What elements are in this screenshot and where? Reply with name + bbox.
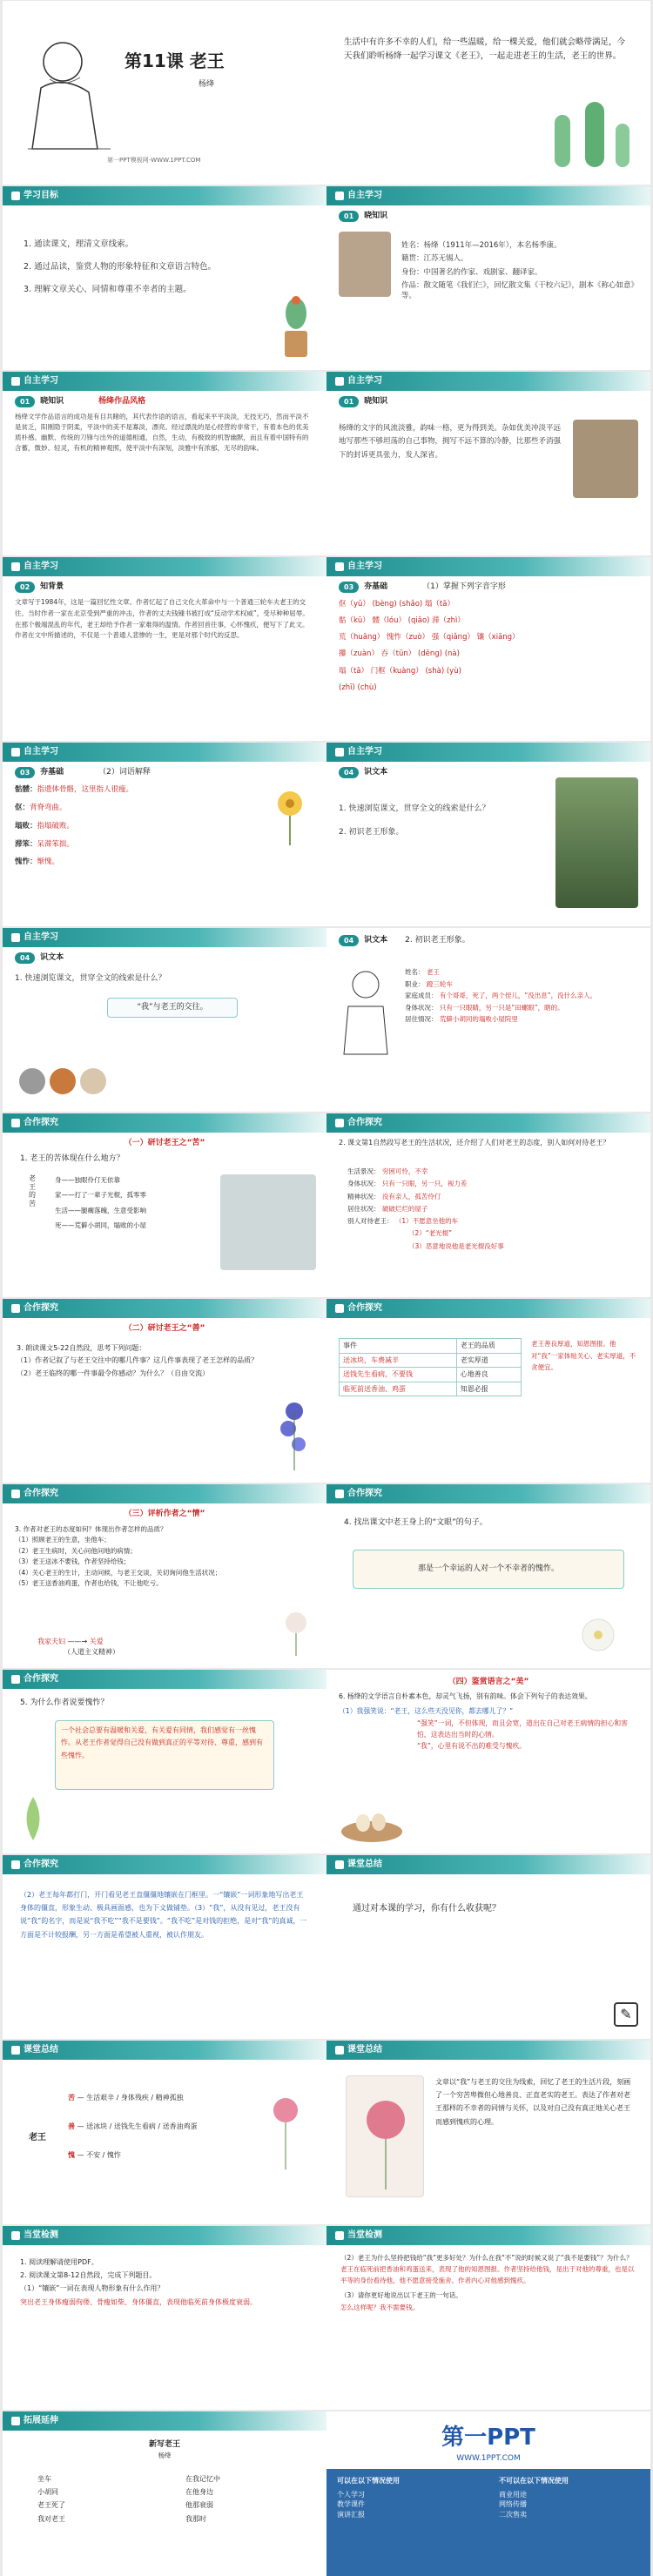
slide-header: 自主学习 (326, 557, 650, 576)
answer-box: 一个社会总要有温暖和关爱，有关爱有同情，我们感觉有一丝愧怍。从老王作者觉得自己没有做到真正的平等对待、尊重，感到有些愧怍。 (55, 1720, 274, 1790)
poem-line: 在我记忆中 (185, 2475, 220, 2483)
analysis: “我”，心里有说不出的难受与愧疚。 (417, 1742, 527, 1750)
slide-3-objectives[interactable] (3, 186, 326, 370)
slide-15-kindness[interactable] (3, 1299, 326, 1483)
table-row: 送冰块，车费减半 老实厚道 (340, 1353, 522, 1368)
slide-12-image[interactable]: 04 识文本 2. 初识老王形象。 姓名： 老王 职业： 蹬三轮车 家庭成员： 有个哥哥，死了，两个侄儿，“没出息”，没什么亲人。 身体状况： 只有一只眼睛，另一只是“田螺眼”，瞎的。 居住情况： 荒僻小胡同的塌败小屋院里 (326, 928, 650, 1112)
purple-flower-icon (273, 1394, 316, 1472)
poem-author: 杨绛 (158, 2452, 172, 2459)
slide-header: 自主学习 (3, 372, 326, 391)
slide-16-events[interactable] (326, 1299, 650, 1483)
answer: 怎么这样呢？我不需要钱。 (340, 2303, 419, 2311)
poem-title: 新写老王 (148, 2440, 180, 2449)
objective-2: 2. 通过品读，鉴赏人物的形象特征和文章语言特色。 (24, 261, 217, 272)
slide-header: 当堂检测 (326, 2226, 650, 2245)
question: 5. 为什么作者说要愧怍？ (20, 1698, 109, 1707)
question: （2）老王临终的哪一件事最令你感动？为什么？（自由交流） (17, 1369, 210, 1377)
table-header: 事件 (340, 1339, 457, 1354)
slide-5-style[interactable]: 自主学习 01 晓知识 杨绛作品风格 杨绛文学作品语言的成功是有目共睹的，其代表作语的语言，看起来平平淡淡，无技无巧，然而平淡不是贫乏，阳刚隐于阴柔，平淡中的美不是寡淡，漂亮。经过漂洗的是心经营的非常干，有着本色的优美质朴感。幽默、传统的刀锋与出外的道德相通，自然，生动，有极致的机智幽默，而且有着中国特有的含蓄，微妙、轻灵，有机的精神观照，使平淡中有深刻，淡雅中有浓郁，无尽的韵味。 (3, 372, 326, 555)
answer-box: “我”与老王的交往。 (107, 998, 238, 1018)
poem-line: 他那衰弱 (185, 2501, 213, 2510)
list-item: （3）老王送冰不要钱，作者坚持给钱； (15, 1557, 131, 1566)
poem-line: 小胡同 (37, 2488, 58, 2497)
left-label: 老王的苦 (29, 1174, 36, 1207)
slide-22-summary-q[interactable] (326, 1855, 650, 2039)
slide-27-extension[interactable] (3, 2411, 326, 2576)
rickshaw-illustration (220, 1174, 316, 1270)
summary-text: 文章以“我”与老王的交往为线索，回忆了老王的生活片段，刻画了一个穷苦卑微但心地善良、正直老实的老王。表达了作者对老王那样的不幸者的同情与关怀，以及对自己没有真正地关心老王而感到愧疚的心理。 (435, 2078, 631, 2126)
cover-title: 第11课 老王 (125, 50, 225, 71)
slide-header: 当堂检测 (3, 2226, 326, 2245)
list-item: 身——独眼伶仃无依靠 (55, 1176, 120, 1184)
pinyin-row: 荒（huāng） 愧怍（zuò） 强（qiǎng） 镶（xiāng） (339, 633, 520, 642)
mindmap-branches: 苦 — 生活艰辛 / 身体残疾 / 精神孤独 善 — 送冰块 / 送钱先生看病 / 送香油鸡蛋 愧 — 不安 / 愧怍 (68, 2094, 198, 2159)
question: 3. 作者对老王的态度如何？体现出作者怎样的品质？ (15, 1525, 167, 1533)
question: （3）请你更好地说出以下老王的一句话。 (340, 2291, 462, 2300)
slide-header: 自主学习 (3, 928, 326, 947)
analysis-text: （2）老王每年都打门，开门看见老王直僵僵地镶嵌在门框里。一“镶嵌”一词形象地写出老王身体的僵直，形象生动、极具画面感，也为下文做铺垫。（3）“我”，从没有见过，老王没有说“我”的名字，而是说“我不吃”“我不是要钱”。“我不吃”是对钱的拒绝，是对“我”的真诚，一方面是不计较报酬，另一方面是希望被人重视，被认作朋友。 (20, 1891, 307, 1939)
slide-13-suffering[interactable] (3, 1113, 326, 1297)
slide-header: 合作探究 (3, 1299, 326, 1318)
list-item: （2）老王生病时，关心问他问地的病情； (15, 1546, 137, 1555)
slide-23-mindmap[interactable] (3, 2041, 326, 2224)
answer: 突出老王身体瘦弱佝偻、骨瘦如柴、身体僵直，表现他临死前身体极度衰弱。 (20, 2297, 257, 2306)
example-sentence: （1）我强笑说：“老王，这么些天没见你，都去哪儿了？” (339, 1707, 514, 1716)
slide-header: 合作探究 (3, 1670, 326, 1689)
slide-header: 课堂总结 (3, 2041, 326, 2060)
profile-row: 身体状况： 只有一只眼睛，另一只是“田螺眼”，瞎的。 (405, 1003, 564, 1012)
question: 2. 课文第1自然段写老王的生活状况，还介绍了人们对老王的态度，别人如何对待老王？ (339, 1139, 610, 1147)
slide-header: 课堂总结 (326, 2041, 650, 2060)
side-note: 老王善良厚道，知恩图报。他对“我”一家体贴关心、老实厚道，不贪便宜。 (531, 1340, 636, 1371)
poem-line: 老王死了 (37, 2501, 65, 2510)
status-row: 居住状况： 破破烂烂的屋子 (347, 1204, 428, 1213)
vocab-item: 滞笨：呆滞笨拙。 (15, 839, 75, 849)
potted-cactus-icon (274, 292, 318, 361)
animals-icon (15, 1055, 111, 1103)
question: （1）作者记叙了与老王交往中的哪几件事？这几件事表现了老王怎样的品质？ (17, 1356, 259, 1365)
poem-line: 我对老王 (37, 2514, 65, 2523)
objective-3: 3. 理解文章关心、同情和尊重不幸者的主题。 (24, 284, 192, 294)
profile-row: 家庭成员： 有个哥哥，死了，两个侄儿，“没出息”，没什么亲人。 (405, 992, 597, 999)
vocab-item: 骷髅：指遗体骨骼，这里指人很瘦。 (15, 785, 134, 794)
poem-line: 坐车 (37, 2475, 51, 2483)
status-row: 生活景况： 穷困可怜，不幸 (347, 1167, 428, 1175)
flower-icon (277, 1605, 316, 1658)
slide-1-cover[interactable] (3, 1, 326, 185)
pinyin-row: (zhī) (chù) (339, 683, 377, 692)
slide-header: 合作探究 (326, 1113, 650, 1133)
list-item: 家——打了一辈子光棍，孤零零 (55, 1191, 146, 1200)
slide-header: 自主学习 (326, 743, 650, 762)
slide-header: 自主学习 (326, 372, 650, 391)
slide-24-summary[interactable] (326, 2041, 650, 2224)
status-row: 精神状况： 没有亲人，孤苦伶仃 (347, 1192, 441, 1201)
author-photo-2 (573, 420, 638, 498)
plant-icon (11, 1792, 55, 1845)
list-item: （5）老王送香油鸡蛋，作者也给钱，不让他吃亏。 (15, 1578, 163, 1587)
cover-footer: 第一PPT模板网-WWW.1PPT.COM (107, 157, 201, 164)
question: 2. 初识老王形象。 (339, 828, 404, 837)
allowed-use-panel: 可以在以下情况使用 个人学习 教学课件 演讲汇报 (337, 2477, 400, 2519)
egg-basket-icon (337, 1801, 407, 1845)
white-flower-icon (572, 1609, 624, 1661)
status-row: 身体状况： 只有一只眼，另一只，视力差 (347, 1180, 468, 1188)
vocab-item: 愧怍：惭愧。 (15, 858, 60, 867)
question: 4. 找出课文中老王身上的“文眼”的句子。 (344, 1518, 488, 1527)
section-subtitle: （四）鉴赏语言之“美” (448, 1678, 529, 1686)
question: （2）老王为什么坚持把钱给“我”更多好处？为什么在我“不”说的时候又说了“我不是要钱”？为什么？ (340, 2254, 633, 2262)
slide-8-pinyin[interactable]: 自主学习 03 夯基础 （1）掌握下列字音字形 伛（yǔ） (bèng) (shǎo) 塌（tā） 骷（kū） 髅（lóu） (qiǎo) 滞（zhì） 荒（huāng） 愧怍（zuò） 强（qiǎng） 镶（xiāng） 攥（zuàn） 吞（tūn） (dēng) (nà) 塌（tā） 门框（kuàng） (shà) (yù) (zhī) (chù) (326, 557, 650, 741)
slide-14-attitude[interactable] (326, 1113, 650, 1297)
question: 1. 老王的苦体现在什么地方？ (20, 1154, 125, 1163)
brand-logo: 第一PPT (441, 2425, 535, 2451)
author-works: 作品：散文随笔《我们仨》，回忆散文集《干校六记》，剧本《称心如意》等。 (401, 280, 639, 301)
table-row: 临死前送香油、鸡蛋 知恩必报 (340, 1382, 522, 1396)
section-subtitle: （三）评析作者之“情” (124, 1510, 205, 1518)
flower-card (346, 2075, 424, 2197)
list-item: 死——荒僻小胡同，塌败的小屋 (55, 1221, 146, 1229)
author-hometown: 籍贯：江苏无锡人。 (401, 254, 468, 264)
old-man-sketch-icon (335, 963, 396, 1059)
old-man-sketch-icon (15, 27, 119, 158)
question: （1）“镶嵌”一词在表现人物形象有什么作用？ (20, 2284, 165, 2293)
slide-10-text[interactable]: 自主学习 04 识文本 1. 快速浏览课文，贯穿全文的线索是什么？ 2. 初识老王形象。 (326, 743, 650, 926)
analysis: “强笑”一词，不但体现，而且会宽，道出在自己对老王病情的担心和害怕，这表达出当时的心情。 (417, 1718, 628, 1739)
slide-header: 拓展延伸 (3, 2411, 326, 2431)
question: 1. 快速浏览课文，贯穿全文的线索是什么？ (15, 974, 166, 983)
background-text: 文章写于1984年，这是一篇回忆性文章。作者忆起了自己文化大革命中与一个普通三轮车夫老王的交往。当时作者一家在北京受到严重的冲击，作者的丈夫钱锺书被打成“反动学术权威”，受尽种种屈辱。在那个极端混乱的年代，老王却给予作者一家难得的温情。作者回首往事，心怀愧疚，便写下了此文。作者在文中所描述的，不仅是一个普通人悲惨的一生，更是对那个时代的反思。 (15, 598, 309, 640)
intro-text: 生活中有许多不幸的人们，给一些温暖，给一棵关爱，他们就会略带满足，今天我们聆听杨绛一起学习课文《老王》，一起走进老王的生活，老王的世界。 (344, 37, 626, 62)
flower-illustration-icon (255, 2084, 316, 2171)
slide-9-vocab[interactable]: 自主学习 03 夯基础 （2）词语解释 骷髅：指遗体骨骼，这里指人很瘦。 伛：背脊弯曲。 塌败：指塌破败。 滞笨：呆滞笨拙。 愧怍：惭愧。 (3, 743, 326, 926)
edit-icon[interactable]: ✎ (614, 2002, 638, 2027)
cover-author: 杨绛 (199, 80, 215, 89)
list-item: 生活——腿瘸落魄，生意受影响 (55, 1206, 146, 1214)
slide-header: 自主学习 (326, 186, 650, 205)
question: 1. 阅读理解请使用PDF。 (20, 2258, 98, 2266)
pinyin-row: 攥（zuàn） 吞（tūn） (dēng) (nà) (339, 649, 460, 659)
slide-header: 合作探究 (3, 1484, 326, 1503)
slide-18-eye[interactable] (326, 1484, 650, 1668)
events-table (339, 1338, 522, 1396)
slide-20-language[interactable] (326, 1670, 650, 1853)
table-row: 送钱先生看病，不要钱 心地善良 (340, 1368, 522, 1382)
slide-header: 自主学习 (3, 743, 326, 762)
question: 1. 快速浏览课文，贯穿全文的线索是什么？ (339, 804, 490, 813)
slide-header: 自主学习 (3, 557, 326, 576)
brand-url: WWW.1PPT.COM (456, 2454, 521, 2463)
slide-header: 合作探究 (326, 1484, 650, 1503)
author-identity: 身份：中国著名的作家、戏剧家、翻译家。 (401, 267, 542, 277)
status-row: 别人对待老王： （1）不愿意坐他的车 (347, 1217, 459, 1225)
poem-line: 在他身边 (185, 2488, 213, 2497)
status-row: （3）恶意地说他是老光棍没好事 (408, 1241, 504, 1250)
pink-flower-icon (347, 2076, 425, 2198)
slide-28-credits[interactable] (326, 2411, 650, 2576)
vocab-item: 塌败：指塌破败。 (15, 821, 75, 831)
list-item: （1）照顾老王的生意，坐他车； (15, 1536, 111, 1544)
forbidden-use-panel: 不可以在以下情况使用 商业用途 网络传播 二次售卖 (499, 2477, 569, 2519)
list-item: （4）关心老王的生计，主动问候，与老王交谈，关切询问他生活状况； (15, 1568, 222, 1577)
slide-header: 课堂总结 (326, 1855, 650, 1874)
cactus-icon (537, 98, 642, 176)
profile-row: 姓名： 老王 (405, 968, 440, 976)
style-text: 杨绛文学作品语言的成功是有目共睹的，其代表作语的语言，看起来平平淡淡，无技无巧，然而平淡不是贫乏，阳刚隐于阴柔，平淡中的美不是寡淡，漂亮。经过漂洗的是心经营的非常干，有着本色的优美质朴感。幽默、传统的刀锋与出外的道德相通，自然，生动，有极致的机智幽默，而且有着中国特有的含蓄，微妙、轻灵，有机的精神观照，使平淡中有深刻，淡雅中有浓郁，无尽的韵味。 (15, 413, 309, 452)
author-name: 姓名：杨绛（1911年—2016年），本名杨季康。 (401, 241, 562, 250)
objective-1: 1. 通读课文，理清文章线索。 (24, 239, 134, 249)
question: 2. 阅读课文第8-12自然段，完成下列题目。 (20, 2271, 157, 2280)
status-row: （2）“老光棍” (408, 1229, 453, 1238)
slide-header: 合作探究 (3, 1113, 326, 1133)
slide-26-test2[interactable] (326, 2226, 650, 2410)
slide-25-test[interactable] (3, 2226, 326, 2410)
table-header: 老王的品质 (456, 1339, 521, 1354)
wind-chime-photo (555, 777, 638, 908)
slide-header: 学习目标 (3, 186, 326, 205)
answer: 老王在临死前把香油和鸡蛋送来，表现了他的知恩图报。作者坚持给他钱，是出于对他的尊重，也是以平等的身份看待他，他不愿意接受施舍。作者内心对他感到愧疚。 (340, 2265, 635, 2285)
profile-row: 居住情况： 荒僻小胡同的塌败小屋院里 (405, 1015, 518, 1023)
pinyin-row: 塌（tā） 门框（kuàng） (shà) (yù) (339, 666, 461, 676)
style-text-2: 杨绛的文字的风流淡雅，韵味一格，更为得到美。杂如优美冲淡平远地写那些不够坦荡的自己事物，拥写不远不算的冷静，比那些矛消强下的封诉更具张力，发人深省。 (339, 424, 562, 460)
pinyin-row: 伛（yǔ） (bèng) (shǎo) 塌（tā） (339, 600, 454, 609)
author-photo (339, 232, 391, 297)
section-subtitle: （一）研讨老王之“苦” (124, 1139, 205, 1147)
question: 3. 朗读课文5-22自然段，思考下列问题： (17, 1344, 146, 1352)
question: 6. 杨绛的文学语言自朴素本色，却灵气飞扬，别有韵味。体会下列句子的表达效果。 (339, 1692, 592, 1700)
slide-header: 合作探究 (326, 1299, 650, 1318)
poem-line: 我那时 (185, 2514, 206, 2523)
slide-21-language2[interactable] (3, 1855, 326, 2039)
slide-header: 合作探究 (3, 1855, 326, 1874)
question: 通过对本课的学习，你有什么收获呢？ (353, 1904, 501, 1914)
mindmap-center: 老王 (29, 2133, 46, 2142)
vocab-item: 伛：背脊弯曲。 (15, 803, 67, 812)
slide-4-author[interactable]: 自主学习 01 晓知识 姓名：杨绛（1911年—2016年），本名杨季康。 籍贯：江苏无锡人。 身份：中国著名的作家、戏剧家、翻译家。 作品：散文随笔《我们仨》，回忆散文集《干校六记》，剧本《称心如意》等。 (326, 186, 650, 370)
quote-box: 那是一个幸运的人对一个不幸者的愧怍。 (353, 1550, 624, 1589)
slide-17-emotion[interactable] (3, 1484, 326, 1668)
slide-19-guilt[interactable] (3, 1670, 326, 1853)
relation-diagram: 我家夫妇 ——→ 关爱 （人道主义精神） (37, 1638, 119, 1656)
slide-11-clue[interactable]: 自主学习 04 识文本 1. 快速浏览课文，贯穿全文的线索是什么？ “我”与老王的交往。 (3, 928, 326, 1112)
slide-7-background[interactable]: 自主学习 02 知背景 文章写于1984年，这是一篇回忆性文章。作者忆起了自己文化大革命中与一个普通三轮车夫老王的交往。当时作者一家在北京受到严重的冲击，作者的丈夫钱锺书被打成“反动学术权威”，受尽种种屈辱。在那个极端混乱的年代，老王却给予作者一家难得的温情。作者回首往事，心怀愧疚，便写下了此文。作者在文中所描述的，不仅是一个普通人悲惨的一生，更是对那个时代的反思。 (3, 557, 326, 741)
profile-row: 职业： 蹬三轮车 (405, 979, 453, 988)
yellow-flower-icon (264, 777, 316, 847)
slide-6-style2[interactable]: 自主学习 01 晓知识 杨绛的文字的风流淡雅，韵味一格，更为得到美。杂如优美冲淡平远地写那些不够坦荡的自己事物，拥写不远不算的冷静，比那些矛消强下的封诉更具张力，发人深省。 (326, 372, 650, 555)
pinyin-row: 骷（kū） 髅（lóu） (qiǎo) 滞（zhì） (339, 616, 465, 626)
section-subtitle: （二）研讨老王之“善” (124, 1324, 205, 1333)
slide-2-intro[interactable] (326, 1, 650, 185)
